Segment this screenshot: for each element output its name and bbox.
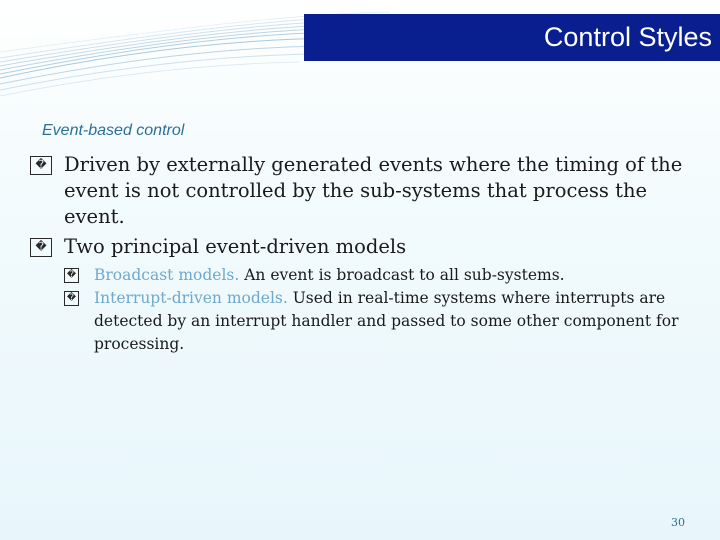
slide-content	[30, 152, 700, 356]
sub-bullet-marker-icon: �	[64, 268, 79, 283]
bullet-marker-icon: �	[30, 156, 52, 175]
sub-bullet-text: Used in real-time systems where interrupts are detected by an interrupt handler and passed to some other component for processing.	[94, 289, 679, 353]
bullet-text: Two principal event-driven models	[64, 235, 407, 258]
sub-bullet-term: Broadcast models.	[94, 266, 240, 284]
sub-bullet-marker-icon: �	[64, 291, 79, 306]
page-number: 30	[671, 516, 685, 529]
bullet-item	[30, 152, 700, 230]
sub-bullet-list	[30, 264, 700, 356]
sub-bullet-item	[30, 287, 700, 356]
bullet-marker-icon: �	[30, 238, 52, 257]
bullet-text: Driven by externally generated events where the timing of the event is not controlled by the sub-systems that process the event.	[64, 153, 683, 228]
sub-bullet-text: An event is broadcast to all sub-systems.	[239, 266, 565, 284]
title-bar	[304, 14, 720, 61]
slide-title: Control Styles	[543, 22, 712, 52]
bullet-item	[30, 234, 700, 260]
slide-subtitle: Event-based control	[42, 122, 185, 139]
sub-bullet-term: Interrupt-driven models.	[94, 289, 288, 307]
sub-bullet-item	[30, 264, 700, 287]
